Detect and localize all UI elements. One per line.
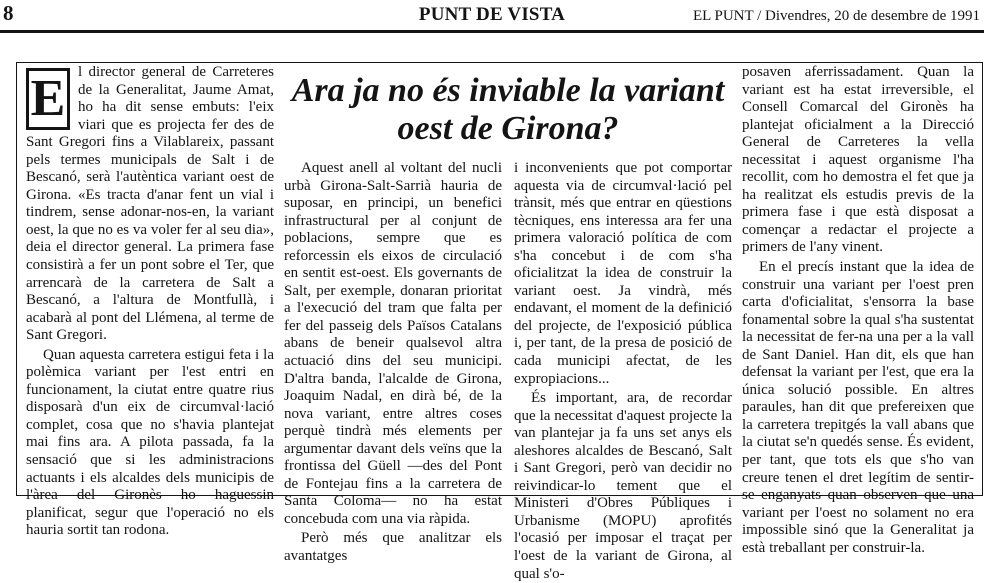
article-headline: Ara ja no és inviable la variant oest de Girona?: [291, 72, 725, 147]
section-title: PUNT DE VISTA: [418, 4, 566, 25]
paragraph: i inconvenients que pot comportar aquesta via de circumval·lació pel trànsit, més que entrar en qüestions tècniques, ens interessa ara fer una primera valoració política de com s'ha concebut i de com s'ha oficialitzat la idea de construir la variant oest. Ja vindrà, més endavant, el moment de la definició del projecte, de l'exposició pública i, per tant, de la presa de posició de cada municipi afectat, de les expropiacions...: [514, 160, 732, 387]
paragraph: Aquest anell al voltant del nucli urbà Girona-Salt-Sarrià hauria de suposar, en principi, un benefici infrastructural per al conjunt de poblacions, sempre que es reforcessin els eixos de circulació en sentit est-oest. Els governants de Salt, per exemple, donaran prioritat a l'execució del tram que falta per fer del passeig dels Països Catalans abans de beneir qualsevol altra actuació dins del seu municipi. D'altra banda, l'alcalde de Girona, Joaquim Nadal, en dirà bé, de la nova variant, entre altres coses perquè tindrà més elements per argumentar davant dels veïns que la frontissa del Güell —des del Pont de Fontejau fins a la carretera de Santa Coloma— no ha estat concebuda com una via ràpida.: [284, 160, 502, 527]
article-column-4: [742, 64, 974, 557]
article-column-3: [514, 160, 732, 583]
paragraph: En el precís instant que la idea de construir una variant per l'oest pren carta d'oficialitat, s'ensorra la base fonamental sobre la qual s'ha sustentat la necessitat de fer-na una per a la vall de Sant Daniel. Han dit, els que han defensat la variant per l'est, que era la única solució possible. En altres paraules, han dit que prefereixen que la carretera trepitgés la vall abans que la ciutat se'n quedés sense. És evident, per tant, que tots els que s'ho van creure tenen el dret legítim de sentir-se enganyats quan observen que una variant per l'oest no solament no era impossible sinó que la Generalitat ja està treballant per construir-la.: [742, 259, 974, 556]
article-column-2: [284, 160, 502, 566]
paragraph: Però més que analitzar els avantatges: [284, 530, 502, 565]
paragraph: posaven aferrissadament. Quan la variant est ha estat irreversible, el Consell Comarcal del Gironès ha plantejat oficialment a la Direcció General de Carreteres la vella necessitat i aquest organisme l'ha recollit, com ho demostra el fet que ja ha realitzat els estudis previs de la primera fase i que està disposat a començar a redactar el projecte a primers de l'any vinent.: [742, 64, 974, 256]
publication-dateline: EL PUNT / Divendres, 20 de desembre de 1991: [692, 8, 980, 24]
page-number: 8: [3, 1, 14, 25]
paragraph: l director general de Carreteres de la Generalitat, Jaume Amat, ho ha dit sense embuts: l'eix viari que es projecta fer des de Sant Gregori fins a Vilablareix, passant pels termes municipals de Salt i de Bescanó, serà l'autèntica variant oest de Girona. «Es tracta d'anar fent un vial i tindrem, sense adonar-nos-en, la variant oest, la que no es va voler fer al seu dia», deia el director general. La primera fase consistirà a fer un pont sobre el Ter, que arrencarà de la carretera de Salt a Bescanó, a l'altura de Montfullà, i acabarà al pont del Llémena, al terme de Sant Gregori.: [26, 64, 274, 344]
header-rule: [0, 30, 984, 33]
paragraph: És important, ara, de recordar que la necessitat d'aquest projecte la van plantejar ja fa uns set anys els aleshores alcaldes de Bescanó, Salt i Sant Gregori, però van decidir no reivindicar-lo tement que el Ministeri d'Obres Públiques i Urbanisme (MOPU) aprofités l'ocasió per imposar el traçat per l'oest de la variant de Girona, al qual s'o-: [514, 390, 732, 582]
article-column-1: [26, 64, 274, 540]
dropcap-letter: E: [30, 70, 66, 127]
paragraph: Quan aquesta carretera estigui feta i la polèmica variant per l'est entri en funcionament, la ciutat entre quatre rius disposarà d'un eix de circumval·lació complet, cosa que no s'havia plantejat mai fins ara. A pilota passada, fa la sensació que si les administracions actuants i els alcaldes dels municipis de l'àrea del Gironès ho haguessin planificat, segur que l'operació no els hauria sortit tan rodona.: [26, 346, 274, 539]
dropcap: [26, 68, 70, 130]
